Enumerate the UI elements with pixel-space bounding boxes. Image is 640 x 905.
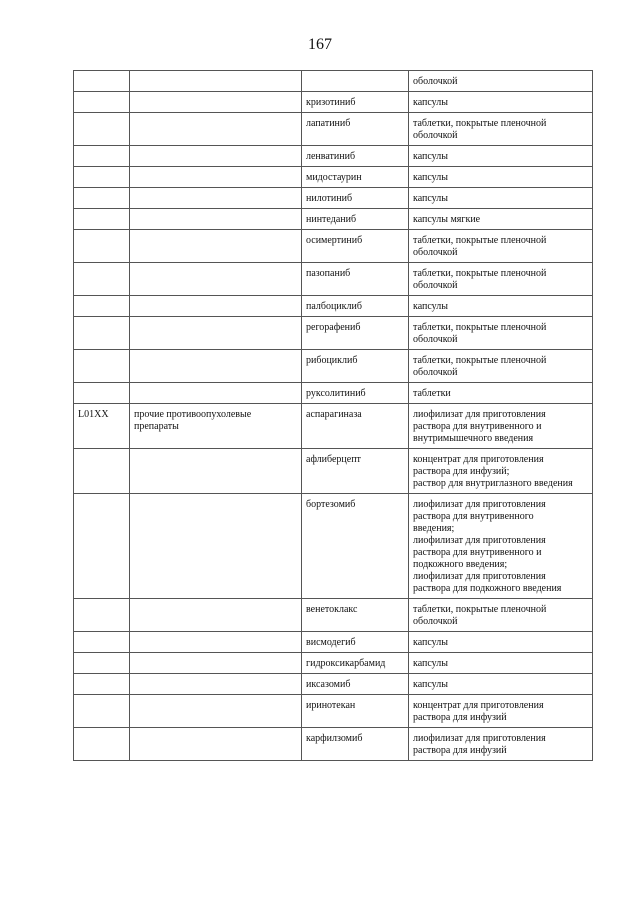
group-name-cell: [130, 449, 302, 494]
group-name-cell: [130, 230, 302, 263]
dosage-form-cell: таблетки: [409, 383, 593, 404]
table-row: [74, 167, 593, 188]
dosage-form-cell: лиофилизат для приготовления раствора для внутривенного введения; лиофилизат для приготовления раствора для внутривенного и подкожного введения; лиофилизат для приготовления раствора для подкожного введения: [409, 494, 593, 599]
dosage-form-cell: таблетки, покрытые пленочной оболочкой: [409, 263, 593, 296]
drug-name-cell: бортезомиб: [302, 494, 409, 599]
drug-name-cell: регорафениб: [302, 317, 409, 350]
atc-code-cell: [74, 263, 130, 296]
group-name-cell: [130, 728, 302, 761]
table-row: [74, 404, 593, 449]
drug-name-cell: афлиберцепт: [302, 449, 409, 494]
group-name-cell: [130, 263, 302, 296]
dosage-form-cell: концентрат для приготовления раствора для инфузий; раствор для внутриглазного введения: [409, 449, 593, 494]
table-row: [74, 632, 593, 653]
group-name-cell: [130, 383, 302, 404]
dosage-form-cell: капсулы: [409, 296, 593, 317]
dosage-form-cell: таблетки, покрытые пленочной оболочкой: [409, 113, 593, 146]
dosage-form-cell: таблетки, покрытые пленочной оболочкой: [409, 230, 593, 263]
atc-code-cell: [74, 71, 130, 92]
table-row: [74, 92, 593, 113]
atc-code-cell: [74, 350, 130, 383]
group-name-cell: [130, 209, 302, 230]
table-row: [74, 146, 593, 167]
table-row: [74, 383, 593, 404]
drug-name-cell: руксолитиниб: [302, 383, 409, 404]
atc-code-cell: [74, 230, 130, 263]
table-row: [74, 653, 593, 674]
atc-code-cell: [74, 695, 130, 728]
atc-code-cell: [74, 599, 130, 632]
group-name-cell: [130, 146, 302, 167]
atc-code-cell: [74, 632, 130, 653]
group-name-cell: [130, 695, 302, 728]
drug-name-cell: мидостаурин: [302, 167, 409, 188]
dosage-form-cell: капсулы мягкие: [409, 209, 593, 230]
dosage-form-cell: лиофилизат для приготовления раствора для внутривенного и внутримышечного введения: [409, 404, 593, 449]
table-row: [74, 263, 593, 296]
atc-code-cell: [74, 383, 130, 404]
atc-code-cell: [74, 449, 130, 494]
table-row: [74, 449, 593, 494]
drug-name-cell: кризотиниб: [302, 92, 409, 113]
dosage-form-cell: капсулы: [409, 188, 593, 209]
drug-table: [73, 70, 593, 761]
table-row: [74, 188, 593, 209]
drug-name-cell: рибоциклиб: [302, 350, 409, 383]
drug-name-cell: осимертиниб: [302, 230, 409, 263]
dosage-form-cell: оболочкой: [409, 71, 593, 92]
drug-name-cell: пазопаниб: [302, 263, 409, 296]
table-row: [74, 494, 593, 599]
group-name-cell: [130, 599, 302, 632]
drug-name-cell: лапатиниб: [302, 113, 409, 146]
atc-code-cell: [74, 653, 130, 674]
table-row: [74, 674, 593, 695]
table-row: [74, 113, 593, 146]
table-row: [74, 230, 593, 263]
table-body: [74, 71, 593, 761]
drug-name-cell: ленватиниб: [302, 146, 409, 167]
atc-code-cell: [74, 209, 130, 230]
group-name-cell: [130, 632, 302, 653]
dosage-form-cell: капсулы: [409, 92, 593, 113]
dosage-form-cell: таблетки, покрытые пленочной оболочкой: [409, 599, 593, 632]
atc-code-cell: [74, 188, 130, 209]
dosage-form-cell: капсулы: [409, 146, 593, 167]
atc-code-cell: [74, 494, 130, 599]
group-name-cell: [130, 113, 302, 146]
group-name-cell: [130, 674, 302, 695]
atc-code-cell: [74, 728, 130, 761]
group-name-cell: [130, 71, 302, 92]
table-row: [74, 695, 593, 728]
drug-name-cell: палбоциклиб: [302, 296, 409, 317]
atc-code-cell: L01XX: [74, 404, 130, 449]
dosage-form-cell: концентрат для приготовления раствора для инфузий: [409, 695, 593, 728]
drug-name-cell: иксазомиб: [302, 674, 409, 695]
group-name-cell: [130, 296, 302, 317]
table-row: [74, 296, 593, 317]
table-row: [74, 71, 593, 92]
atc-code-cell: [74, 296, 130, 317]
drug-name-cell: гидроксикарбамид: [302, 653, 409, 674]
table-row: [74, 599, 593, 632]
dosage-form-cell: капсулы: [409, 674, 593, 695]
atc-code-cell: [74, 167, 130, 188]
dosage-form-cell: лиофилизат для приготовления раствора для инфузий: [409, 728, 593, 761]
drug-name-cell: [302, 71, 409, 92]
table-row: [74, 728, 593, 761]
dosage-form-cell: капсулы: [409, 653, 593, 674]
atc-code-cell: [74, 674, 130, 695]
drug-name-cell: висмодегиб: [302, 632, 409, 653]
drug-name-cell: аспарагиназа: [302, 404, 409, 449]
group-name-cell: прочие противоопухолевые препараты: [130, 404, 302, 449]
group-name-cell: [130, 92, 302, 113]
atc-code-cell: [74, 146, 130, 167]
dosage-form-cell: таблетки, покрытые пленочной оболочкой: [409, 350, 593, 383]
table-row: [74, 209, 593, 230]
dosage-form-cell: таблетки, покрытые пленочной оболочкой: [409, 317, 593, 350]
atc-code-cell: [74, 92, 130, 113]
atc-code-cell: [74, 113, 130, 146]
atc-code-cell: [74, 317, 130, 350]
drug-name-cell: венетоклакс: [302, 599, 409, 632]
table-row: [74, 350, 593, 383]
drug-name-cell: карфилзомиб: [302, 728, 409, 761]
page-number: 167: [308, 36, 332, 53]
group-name-cell: [130, 317, 302, 350]
table-row: [74, 317, 593, 350]
group-name-cell: [130, 350, 302, 383]
drug-name-cell: нинтеданиб: [302, 209, 409, 230]
drug-name-cell: иринотекан: [302, 695, 409, 728]
dosage-form-cell: капсулы: [409, 167, 593, 188]
group-name-cell: [130, 494, 302, 599]
group-name-cell: [130, 188, 302, 209]
drug-name-cell: нилотиниб: [302, 188, 409, 209]
group-name-cell: [130, 653, 302, 674]
group-name-cell: [130, 167, 302, 188]
dosage-form-cell: капсулы: [409, 632, 593, 653]
